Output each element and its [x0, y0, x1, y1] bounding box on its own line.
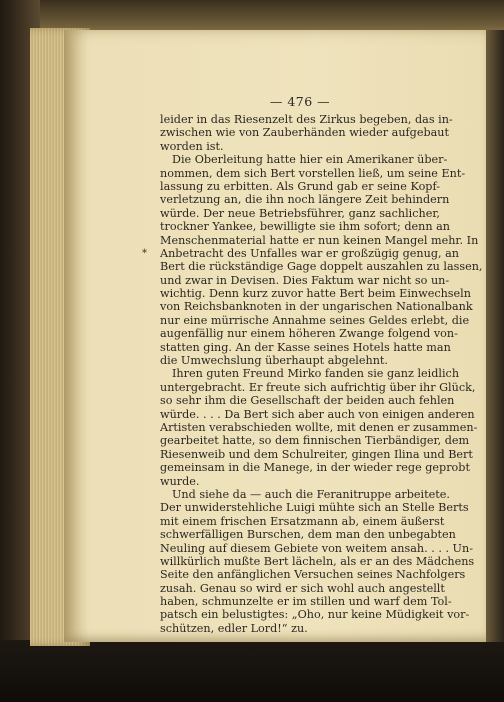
- text-line: schützen, edler Lord!“ zu.: [160, 621, 308, 635]
- text-line: von Reichsbanknoten in der ungarischen Nationalbank: [160, 300, 473, 314]
- text-line: Ihren guten Freund Mirko fanden sie ganz leidlich: [172, 367, 460, 381]
- text-line: zwischen wie von Zauberhänden wieder aufgebaut: [160, 126, 449, 140]
- text-line: willkürlich mußte Bert lächeln, als er an des Mädchens: [160, 554, 475, 568]
- text-line: untergebracht. Er freute sich aufrichtig über ihr Glück,: [160, 380, 476, 394]
- text-line: verletzung an, die ihn noch längere Zeit behindern: [160, 193, 450, 207]
- text-line: würde. . . . Da Bert sich aber auch von einigen anderen: [160, 407, 475, 421]
- text-line: Die Oberleitung hatte hier ein Amerikaner über-: [172, 153, 448, 167]
- text-line: Neuling auf diesem Gebiete von weitem ansah. . . . Un-: [160, 541, 473, 555]
- text-line: statten ging. An der Kasse seines Hotels hatte man: [160, 340, 451, 354]
- text-line: gemeinsam in die Manege, in der wieder rege geprobt: [160, 461, 470, 475]
- text-line: gearbeitet hatte, so dem finnischen Tierbändiger, dem: [160, 434, 470, 448]
- text-line: die Umwechslung überhaupt abgelehnt.: [160, 354, 388, 368]
- text-line: nur eine mürrische Annahme seines Geldes erlebt, die: [160, 313, 470, 327]
- text-line: Bert die rückständige Gage doppelt auszahlen zu lassen,: [160, 260, 483, 274]
- text-line: wurde.: [160, 474, 200, 488]
- text-line: würde. Der neue Betriebsführer, ganz sachlicher,: [160, 206, 440, 220]
- text-line: Artisten verabschieden wollte, mit denen er zusammen-: [160, 420, 478, 434]
- body-text: [160, 113, 483, 635]
- text-line: Seite den anfänglichen Versuchen seines Nachfolgers: [160, 568, 466, 582]
- background-bottom: [0, 640, 504, 702]
- page-number: — 476 —: [269, 94, 331, 109]
- text-line: lassung zu erbitten. Als Grund gab er seine Kopf-: [160, 179, 440, 193]
- text-line: trockner Yankee, bewilligte sie ihm sofort; denn an: [160, 220, 450, 234]
- text-line: zusah. Genau so wird er sich wohl auch angestellt: [160, 581, 445, 595]
- text-line: Anbetracht des Unfalles war er großzügig genug, an: [160, 246, 459, 260]
- text-line: Der unwiderstehliche Luigi mühte sich an Stelle Berts: [160, 501, 469, 515]
- text-line: schwerfälligen Burschen, dem man den unbegabten: [160, 528, 456, 542]
- text-line: nommen, dem sich Bert vorstellen ließ, um seine Ent-: [160, 166, 466, 180]
- text-line: Menschenmaterial hatte er nun keinen Mangel mehr. In: [160, 233, 479, 247]
- text-line: so sehr ihm die Gesellschaft der beiden auch fehlen: [160, 394, 455, 408]
- text-line: und zwar in Devisen. Dies Faktum war nicht so un-: [160, 273, 450, 287]
- book-cover-right: [486, 30, 504, 642]
- text-line: Riesenweib und dem Schulreiter, gingen Ilina und Bert: [160, 447, 473, 461]
- text-line: Und siehe da — auch die Feranitruppe arbeitete.: [172, 487, 450, 501]
- text-line: augenfällig nur einem höheren Zwange folgend von-: [160, 327, 458, 341]
- text-line: leider in das Riesenzelt des Zirkus begeben, das in-: [160, 113, 453, 126]
- text-line: haben, schmunzelte er im stillen und warf dem Tol-: [160, 595, 452, 609]
- text-line: wichtig. Denn kurz zuvor hatte Bert beim Einwechseln: [160, 287, 471, 301]
- text-line: mit einem frischen Ersatzmann ab, einem äußerst: [160, 514, 445, 528]
- margin-mark: *: [142, 248, 147, 259]
- text-line: worden ist.: [160, 139, 224, 153]
- text-line: patsch ein belustigtes: „Oho, nur keine Müdigkeit vor-: [160, 608, 470, 622]
